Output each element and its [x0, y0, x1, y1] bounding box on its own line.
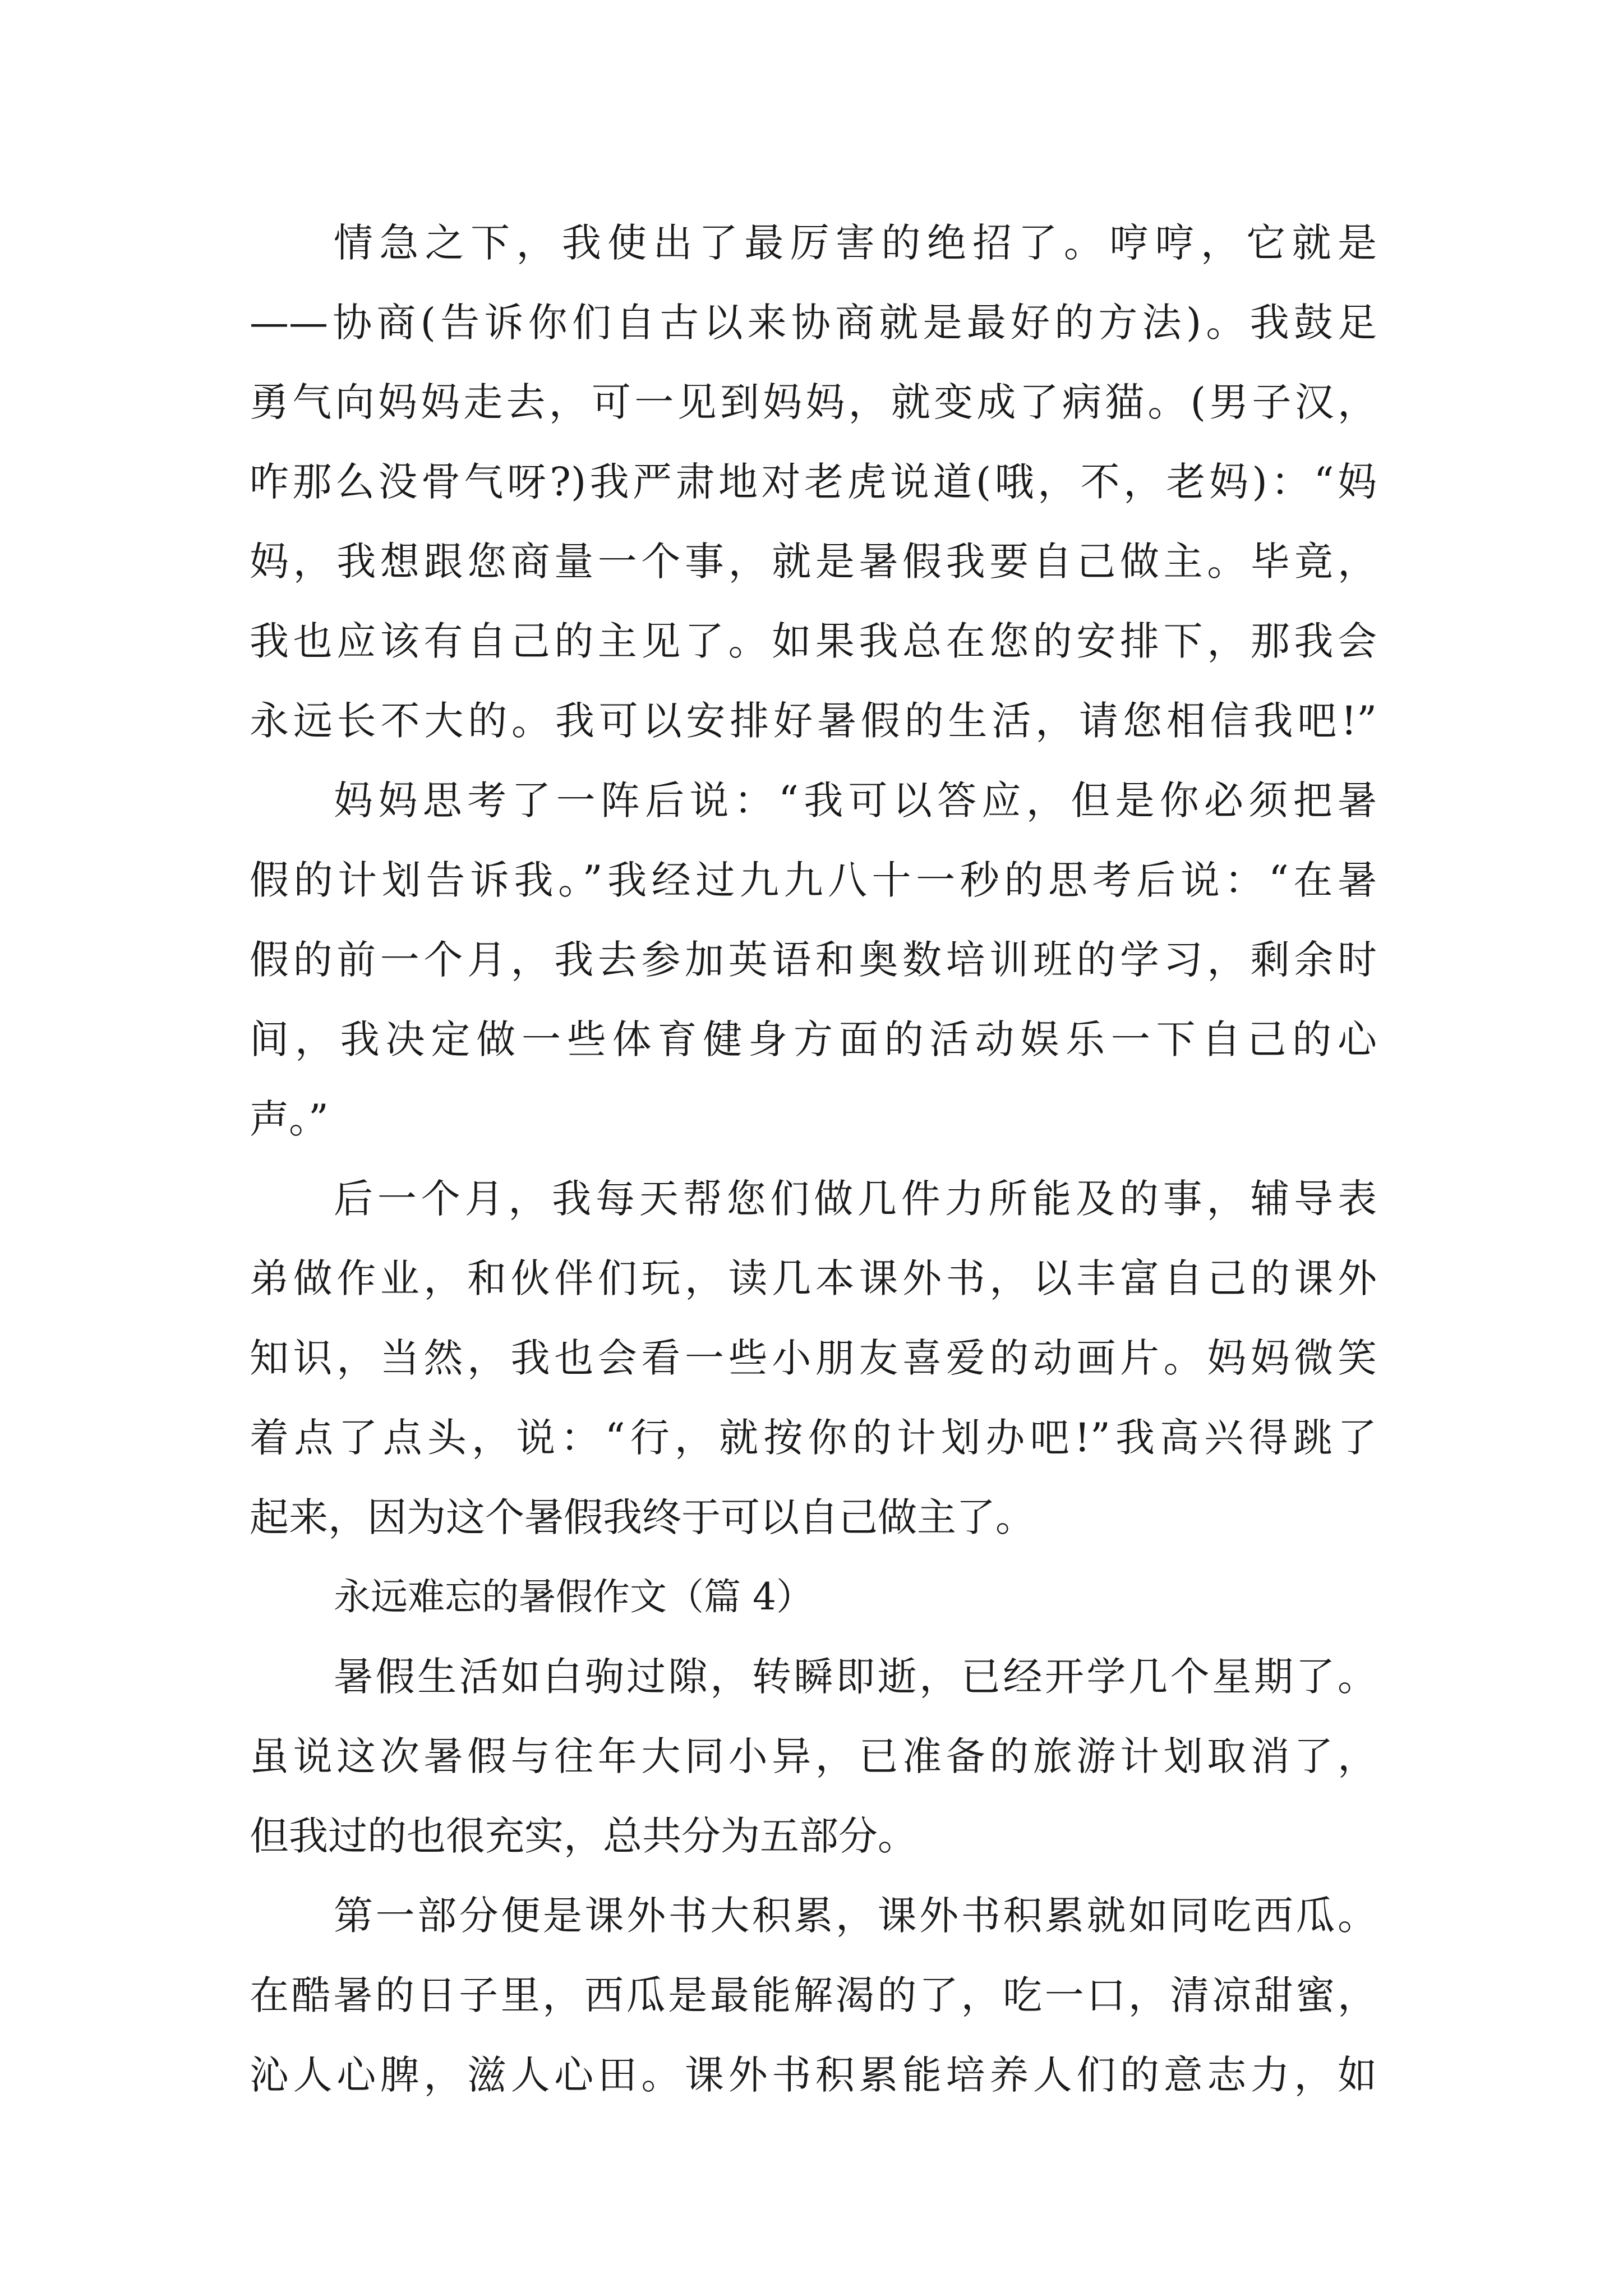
paragraph-line: 在酷暑的日子里，西瓜是最能解渴的了，吃一口，清凉甜蜜，: [250, 1972, 1377, 2018]
section-heading: 永远难忘的暑假作文（篇 4）: [334, 1575, 813, 1618]
paragraph-line: 着点了点头，说：“行，就按你的计划办吧!”我高兴得跳了: [250, 1415, 1377, 1461]
paragraph-line: 声。”: [250, 1096, 329, 1142]
paragraph-line: 弟做作业，和伙伴们玩，读几本课外书，以丰富自己的课外: [250, 1255, 1377, 1301]
paragraph-line: 假的计划告诉我。”我经过九九八十一秒的思考后说：“在暑: [250, 857, 1377, 903]
paragraph-line: 知识，当然，我也会看一些小朋友喜爱的动画片。妈妈微笑: [250, 1335, 1377, 1381]
paragraph-line: 勇气向妈妈走去，可一见到妈妈，就变成了病猫。(男子汉，: [250, 379, 1377, 425]
paragraph-line: 后一个月，我每天帮您们做几件力所能及的事，辅导表: [334, 1176, 1377, 1222]
paragraph-line: 妈妈思考了一阵后说：“我可以答应，但是你必须把暑: [334, 777, 1377, 823]
paragraph-line: 但我过的也很充实，总共分为五部分。: [250, 1813, 917, 1859]
paragraph-line: 咋那么没骨气呀?)我严肃地对老虎说道(哦，不，老妈)：“妈: [250, 459, 1377, 505]
paragraph-line: 假的前一个月，我去参加英语和奥数培训班的学习，剩余时: [250, 937, 1377, 983]
paragraph-line: 情急之下，我使出了最厉害的绝招了。哼哼，它就是: [334, 220, 1377, 266]
paragraph-line: 我也应该有自己的主见了。如果我总在您的安排下，那我会: [250, 618, 1377, 664]
paragraph-line: 间，我决定做一些体育健身方面的活动娱乐一下自己的心: [250, 1016, 1377, 1062]
paragraph-line: 沁人心脾，滋人心田。课外书积累能培养人们的意志力，如: [250, 2052, 1377, 2098]
paragraph-line: 暑假生活如白驹过隙，转瞬即逝，已经开学几个星期了。: [334, 1654, 1377, 1700]
paragraph-line: ——协商(告诉你们自古以来协商就是最好的方法)。我鼓足: [250, 300, 1377, 346]
paragraph-line: 虽说这次暑假与往年大同小异，已准备的旅游计划取消了，: [250, 1733, 1377, 1779]
paragraph-line: 妈，我想跟您商量一个事，就是暑假我要自己做主。毕竟，: [250, 539, 1377, 585]
paragraph-line: 第一部分便是课外书大积累，课外书积累就如同吃西瓜。: [334, 1893, 1377, 1939]
paragraph-line: 永远长不大的。我可以安排好暑假的生活，请您相信我吧!”: [250, 698, 1377, 744]
paragraph-line: 起来，因为这个暑假我终于可以自己做主了。: [250, 1494, 1035, 1540]
